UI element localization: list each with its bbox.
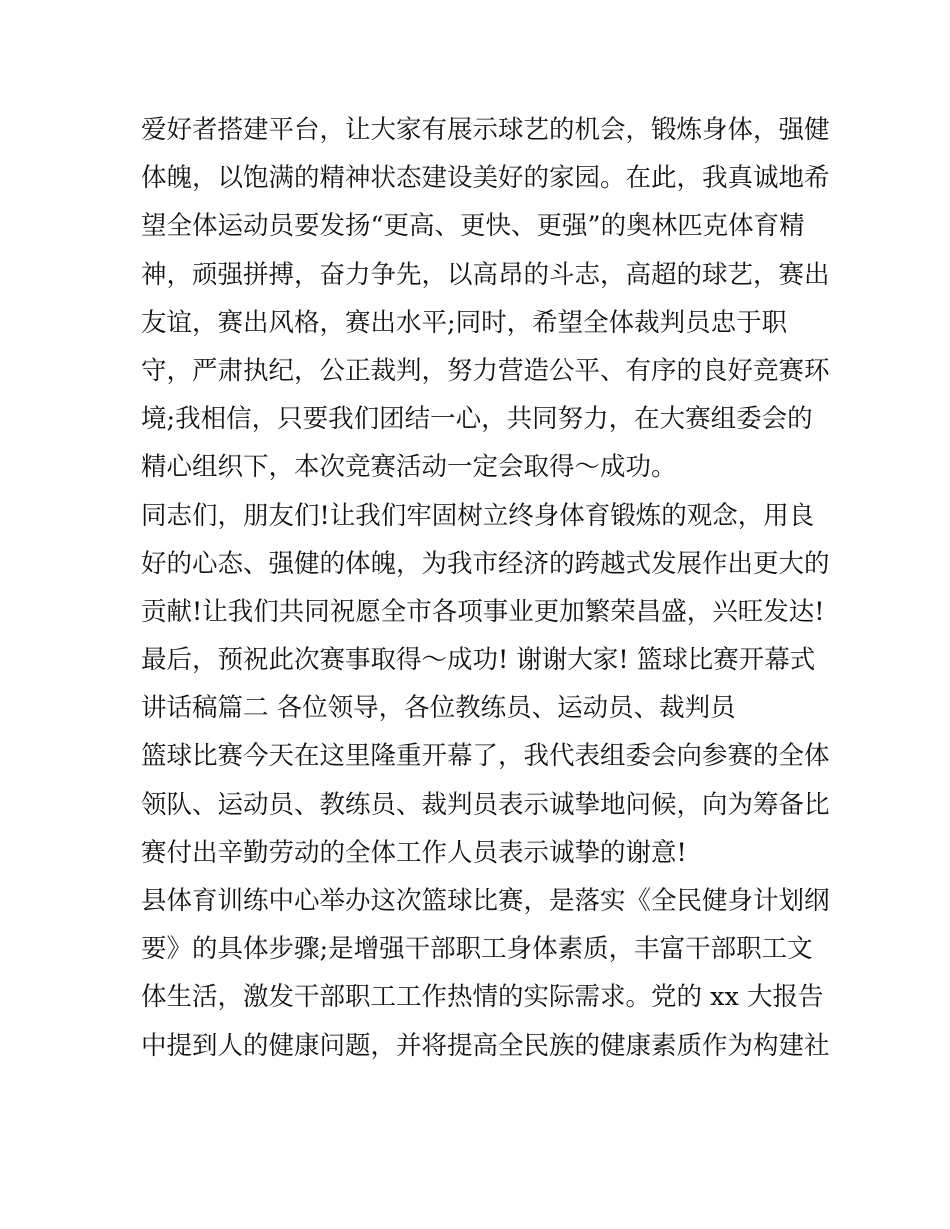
text-line: 境;我相信，只要我们团结一心，共同努力，在大赛组委会的 (141, 404, 813, 435)
text-line: 篮球比赛今天在这里隆重开幕了，我代表组委会向参赛的全体 (141, 741, 830, 772)
text-line: 精心组织下，本次竞赛活动一定会取得～成功。 (141, 452, 677, 483)
document-body (141, 106, 830, 1070)
text-line: 爱好者搭建平台，让大家有展示球艺的机会，锻炼身体，强健 (141, 115, 830, 145)
text-line: 讲话稿篇二 各位领导，各位教练员、运动员、裁判员 (141, 693, 736, 724)
text-line: 中提到人的健康问题，并将提高全民族的健康素质作为构建社 (141, 1030, 830, 1061)
text-line: 体生活，激发干部职工工作热情的实际需求。党的 xx 大报告 (141, 982, 824, 1013)
text-line: 望全体运动员要发扬“更高、更快、更强”的奥林匹克体育精 (141, 211, 805, 242)
text-line: 领队、运动员、教练员、裁判员表示诚挚地问候，向为筹备比 (141, 789, 830, 820)
text-line: 要》的具体步骤;是增强干部职工身体素质，丰富干部职工文 (141, 934, 813, 965)
text-line: 最后，预祝此次赛事取得～成功! 谢谢大家! 篮球比赛开幕式 (141, 645, 816, 676)
text-line: 神，顽强拼搏，奋力争先，以高昂的斗志，高超的球艺，赛出 (141, 259, 830, 290)
text-line: 贡献!让我们共同祝愿全市各项事业更加繁荣昌盛，兴旺发达! (141, 596, 825, 627)
text-line: 同志们，朋友们!让我们牢固树立终身体育锻炼的观念，用良 (141, 500, 815, 531)
text-line: 体魄，以饱满的精神状态建设美好的家园。在此，我真诚地希 (141, 163, 830, 194)
text-line: 守，严肃执纪，公正裁判，努力营造公平、有序的良好竞赛环 (141, 355, 830, 386)
text-line: 赛付出辛勤劳动的全体工作人员表示诚挚的谢意! (141, 837, 687, 868)
text-line: 县体育训练中心举办这次篮球比赛，是落实《全民健身计划纲 (141, 886, 830, 916)
text-line: 友谊，赛出风格，赛出水平;同时，希望全体裁判员忠于职 (141, 307, 788, 338)
text-line: 好的心态、强健的体魄，为我市经济的跨越式发展作出更大的 (141, 548, 830, 579)
